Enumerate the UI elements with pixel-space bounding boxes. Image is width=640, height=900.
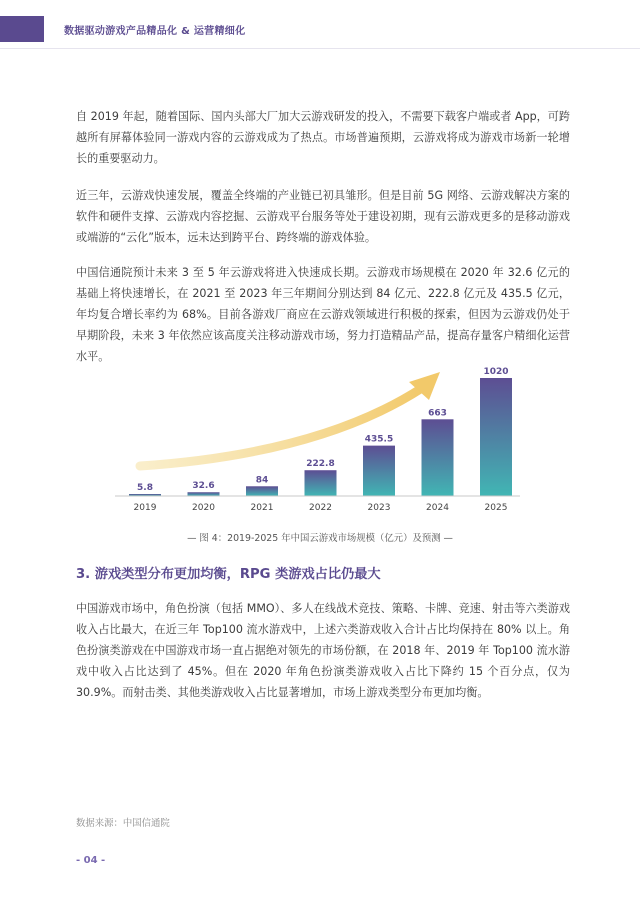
x-tick-label-2023: 2023	[367, 503, 391, 513]
bar-2022	[305, 470, 337, 496]
section-paragraph: 中国游戏市场中，角色扮演（包括 MMO）、多人在线战术竞技、策略、卡牌、竞速、射击等六类游戏收入占比最大，在近三年 Top100 流水游戏中，上述六类游戏收入合计占比均保持在 80% 以上。角色扮演类游戏在中国游戏市场一直占据绝对领先的市场份额，在 2018 年、2019 年 Top100 流水游戏中收入占比达到了 45%。但在 2020 年角色扮演类游戏收入占比下降约 15 个百分点，仅为 30.9%。而射击类、其他类游戏收入占比显著增加，市场上游戏类型分布更加均衡。	[76, 602, 570, 699]
bar-2025	[480, 378, 512, 496]
value-label-2019: 5.8	[137, 483, 153, 493]
value-label-2020: 32.6	[192, 481, 215, 492]
value-label-2021: 84	[255, 475, 269, 486]
x-tick-label-2022: 2022	[309, 503, 332, 513]
header-corner-block	[0, 16, 44, 42]
section-heading: 3. 游戏类型分布更加均衡，RPG 类游戏占比仍最大	[76, 567, 381, 582]
bar-2021	[246, 486, 278, 496]
body-paragraph-2: 近三年，云游戏快速发展，覆盖全终端的产业链已初具雏形。但是目前 5G 网络、云游戏解决方案的软件和硬件支撑、云游戏内容挖掘、云游戏平台服务等处于建设初期，现有云游戏更多的是移动游戏或端游的“云化”版本，远未达到跨平台、跨终端的游戏体验。	[76, 189, 570, 244]
value-label-2022: 222.8	[306, 459, 335, 470]
value-label-2024: 663	[428, 408, 447, 419]
header-title: 数据驱动游戏产品精品化 & 运营精细化	[64, 26, 246, 37]
figure-caption: — 图 4：2019-2025 年中国云游戏市场规模（亿元）及预测 —	[187, 533, 453, 544]
x-tick-label-2019: 2019	[133, 503, 157, 513]
x-tick-label-2025: 2025	[484, 503, 508, 513]
value-label-2025: 1020	[483, 367, 509, 377]
intro-paragraph: 自 2019 年起，随着国际、国内头部大厂加大云游戏研发的投入，不需要下载客户端或者 App，可跨越所有屏幕体验同一游戏内容的云游戏成为了热点。市场普遍预期，云游戏将成为游戏市场新一轮增长的重要驱动力。	[76, 110, 570, 165]
x-tick-label-2020: 2020	[192, 503, 215, 513]
cloud-gaming-market-chart	[100, 366, 550, 516]
value-label-2023: 435.5	[364, 434, 394, 445]
bar-2020	[188, 492, 220, 496]
bar-2023	[363, 446, 395, 496]
data-source-note: 数据来源：中国信通院	[76, 818, 170, 829]
body-paragraph-3: 中国信通院预计未来 3 至 5 年云游戏将进入快速成长期。云游戏市场规模在 2020 年 32.6 亿元的基础上将快速增长，在 2021 至 2023 年三年期间分别达到 84 亿元、222.8 亿元及 435.5 亿元，年均复合增长率约为 68%。目前各游戏厂商应在云游戏领域进行积极的探索，但因为云游戏仍处于早期阶段，未来 3 年依然应该高度关注移动游戏市场，努力打造精品产品，提高存量客户精细化运营水平。	[76, 266, 570, 363]
header-divider	[0, 48, 640, 49]
x-tick-label-2024: 2024	[426, 503, 449, 513]
bar-2024	[422, 419, 454, 496]
x-tick-label-2021: 2021	[250, 503, 274, 513]
page-number: - 04 -	[76, 855, 106, 866]
